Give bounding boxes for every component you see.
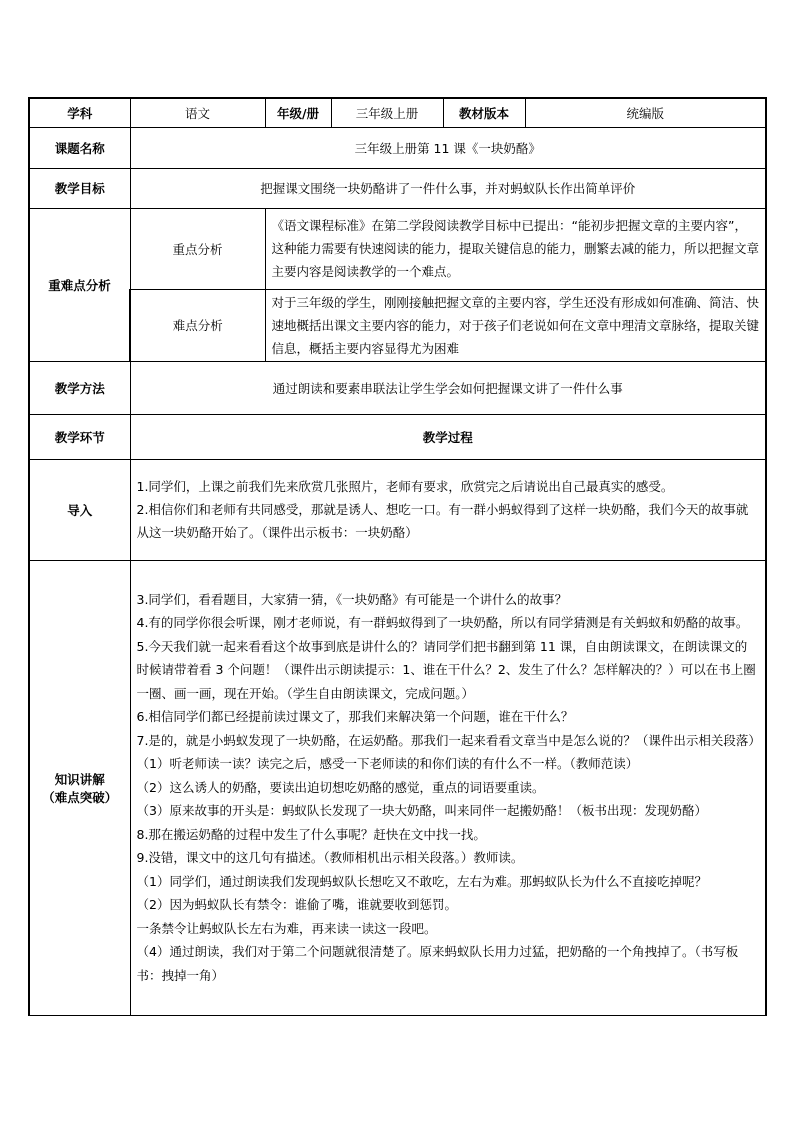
explain-line: 7.是的，就是小蚂蚁发现了一块奶酪，在运奶酪。那我们一起来看看文章当中是怎么说的？（课件出示相关段落） (136, 732, 761, 748)
key-point-label: 重点分析 (130, 208, 265, 289)
subject-value: 语文 (130, 98, 265, 127)
intro-label: 导入 (29, 459, 130, 560)
intro-row (29, 459, 766, 560)
edition-value: 统编版 (525, 98, 766, 127)
subject-label: 学科 (29, 98, 130, 127)
method-label: 教学方法 (29, 361, 130, 414)
explain-line: 6.相信同学们都已经提前读过课文了，那我们来解决第一个问题，谁在干什么？ (136, 709, 574, 725)
process-heading: 教学过程 (130, 414, 766, 459)
edition-label: 教材版本 (443, 98, 525, 127)
explain-line: （4）通过朗读，我们对于第二个问题就很清楚了。原来蚂蚁队长用力过猛，把奶酪的一个角拽掉了。（书写板书：拽掉一角） (136, 944, 739, 983)
difficulty-label: 难点分析 (130, 289, 265, 361)
explain-line: （2）因为蚂蚁队长有禁令：谁偷了嘴，谁就要收到惩罚。 (136, 897, 457, 913)
explain-line: 8.那在搬运奶酪的过程中发生了什么事呢？赶快在文中找一找。 (136, 826, 486, 842)
key-point-text: 《语文课程标准》在第二学段阅读教学目标中已提出：“能初步把握文章的主要内容”，这种能力需要有快速阅读的能力，提取关键信息的能力，删繁去减的能力，所以把握文章主要内容是阅读教学的一个难点。 (265, 208, 766, 289)
explain-line: 一条禁令让蚂蚁队长左右为难，再来读一读这一段吧。 (136, 920, 437, 936)
intro-content (130, 459, 766, 560)
explain-row (29, 560, 766, 1015)
topic-label: 课题名称 (29, 127, 130, 168)
explain-line: （3）原来故事的开头是：蚂蚁队长发现了一块大奶酪，叫来同伴一起搬奶酪！（板书出现：发现奶酪） (136, 803, 707, 819)
explain-content (130, 560, 766, 1015)
goal-value: 把握课文围绕一块奶酪讲了一件什么事，并对蚂蚁队长作出简单评价 (130, 168, 766, 208)
header-row (29, 98, 766, 127)
explain-label-cell (29, 560, 130, 1015)
topic-row (29, 127, 766, 168)
explain-line: 3.同学们，看看题目，大家猜一猜，《一块奶酪》有可能是一个讲什么的故事？ (136, 591, 568, 607)
goal-row (29, 168, 766, 208)
explain-sublabel: （难点突破） (42, 789, 118, 805)
topic-value: 三年级上册第 11 课《一块奶酪》 (130, 127, 766, 168)
explain-line: 4.有的同学你很会听课，刚才老师说，有一群蚂蚁得到了一块奶酪，所以有同学猜测是有关蚂蚁和奶酪的故事。 (136, 615, 749, 631)
lesson-plan-table (28, 97, 767, 1016)
intro-line: 2.相信你们和老师有共同感受，那就是诱人、想吃一口。有一群小蚂蚁得到了这样一块奶酪，我们今天的故事就从这一块奶酪开始了。（课件出示板书：一块奶酪） (136, 502, 749, 540)
explain-label: 知识讲解 (54, 771, 105, 787)
key-point-row (29, 208, 766, 289)
explain-line: 9.没错，课文中的这几句有描述。（教师相机出示相关段落。）教师读。 (136, 850, 524, 866)
explain-line: （1）听老师读一读？读完之后，感受一下老师读的和你们读的有什么不一样。（教师范读） (136, 756, 639, 772)
intro-line: 1.同学们，上课之前我们先来欣赏几张照片，老师有要求，欣赏完之后请说出自己最真实的感受。 (136, 479, 674, 494)
method-value: 通过朗读和要素串联法让学生学会如何把握课文讲了一件什么事 (130, 361, 766, 414)
method-row (29, 361, 766, 414)
grade-label: 年级/册 (265, 98, 331, 127)
grade-value: 三年级上册 (331, 98, 443, 127)
difficulty-text: 对于三年级的学生，刚刚接触把握文章的主要内容，学生还没有形成如何准确、简洁、快速地概括出课文主要内容的能力，对于孩子们老说如何在文章中理清文章脉络，提取关键信息，概括主要内容显得尤为困难 (265, 289, 766, 361)
explain-line: （2）这么诱人的奶酪，要读出迫切想吃奶酪的感觉，重点的词语要重读。 (136, 779, 545, 795)
process-label: 教学环节 (29, 414, 130, 459)
explain-line: （1）同学们，通过朗读我们发现蚂蚁队长想吃又不敢吃，左右为难。那蚂蚁队长为什么不直接吃掉呢？ (136, 873, 707, 889)
goal-label: 教学目标 (29, 168, 130, 208)
process-header-row (29, 414, 766, 459)
difficulty-row (29, 289, 766, 361)
explain-line: 5.今天我们就一起来看看这个故事到底是讲什么的？请同学们把书翻到第 11 课，自由朗读课文，在朗读课文的时候请带着看 3 个问题！（课件出示朗读提示：1、谁在干什么？2、发生了什么？怎样解决的？）可以在书上圈一圈、画一画，现在开始。（学生自由朗读课文，完成问题。） (136, 638, 756, 701)
analysis-label: 重难点分析 (29, 208, 130, 361)
